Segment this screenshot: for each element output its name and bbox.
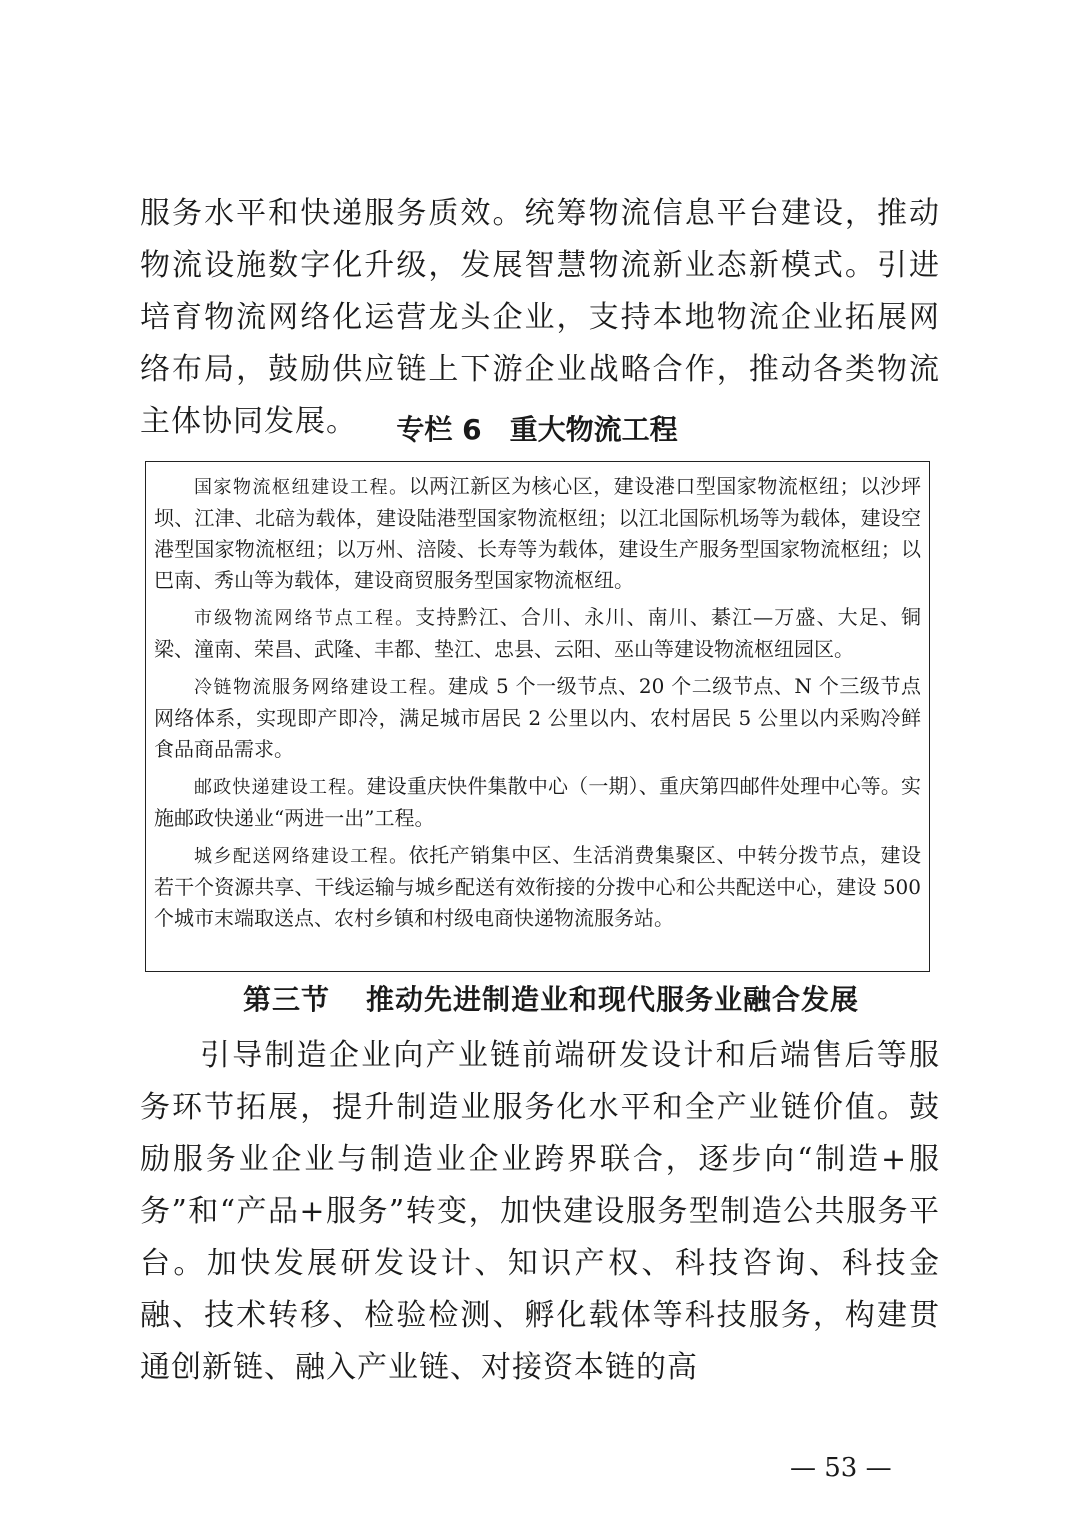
box-item-head: 邮政快递建设工程。 (194, 777, 367, 798)
section-title: 推动先进制造业和现代服务业融合发展 (366, 983, 860, 1016)
box-item-body: 依托产销集中区、生活消费集聚区、中转分拨节点，建设若干个资源共享、干线运输与城乡配送有效衔接的分拨中心和公共配送中心，建设 500 个城市末端取送点、农村乡镇和村级电商快递物流服务站。 (154, 843, 921, 930)
section-heading (243, 980, 943, 1020)
box-item-body: 建设重庆快件集散中心（一期）、重庆第四邮件处理中心等。实施邮政快递业“两进一出”工程。 (154, 774, 921, 830)
box-item-head: 冷链物流服务网络建设工程。 (194, 677, 449, 698)
box-item-cold-chain (154, 671, 921, 765)
box-item-urban-rural-delivery (154, 840, 921, 934)
box-item-body: 以两江新区为核心区，建设港口型国家物流枢纽；以沙坪坝、江津、北碚为载体，建设陆港型国家物流枢纽；以江北国际机场等为载体，建设空港型国家物流枢纽；以万州、涪陵、长寿等为载体，建设生产服务型国家物流枢纽；以巴南、秀山等为载体，建设商贸服务型国家物流枢纽。 (154, 474, 921, 592)
box-item-head: 国家物流枢纽建设工程。 (194, 477, 409, 498)
box-item-body: 建成 5 个一级节点、20 个二级节点、N 个三级节点网络体系，实现即产即冷，满足城市居民 2 公里以内、农村居民 5 公里以内采购冷鲜食品商品需求。 (154, 674, 921, 761)
box-item-postal-express (154, 771, 921, 834)
section-paragraph: 引导制造企业向产业链前端研发设计和后端售后等服务环节拓展，提升制造业服务化水平和全产业链价值。鼓励服务业企业与制造业企业跨界联合，逐步向“制造+服务”和“产品+服务”转变，加快建设服务型制造公共服务平台。加快发展研发设计、知识产权、科技咨询、科技金融、技术转移、检验检测、孵化载体等科技服务，构建贯通创新链、融入产业链、对接资本链的高 (140, 1038, 940, 1385)
box-item-national-hub (154, 471, 921, 596)
intro-paragraph: 服务水平和快递服务质效。统筹物流信息平台建设，推动物流设施数字化升级，发展智慧物流新业态新模式。引进培育物流网络化运营龙头企业，支持本地物流企业拓展网络布局，鼓励供应链上下游企业战略合作，推动各类物流主体协同发展。 (140, 196, 940, 439)
box-item-head: 市级物流网络节点工程。 (194, 608, 416, 629)
box-item-head: 城乡配送网络建设工程。 (194, 846, 409, 867)
box-item-city-node (154, 602, 921, 665)
box-item-body: 支持黔江、合川、永川、南川、綦江—万盛、大足、铜梁、潼南、荣昌、武隆、丰都、垫江、忠县、云阳、巫山等建设物流枢纽园区。 (154, 605, 922, 661)
page-number: — 53 — (790, 1453, 892, 1483)
box-title: 专栏 6 重大物流工程 (396, 413, 678, 446)
feature-box (145, 461, 930, 972)
section-number: 第三节 (243, 983, 331, 1016)
